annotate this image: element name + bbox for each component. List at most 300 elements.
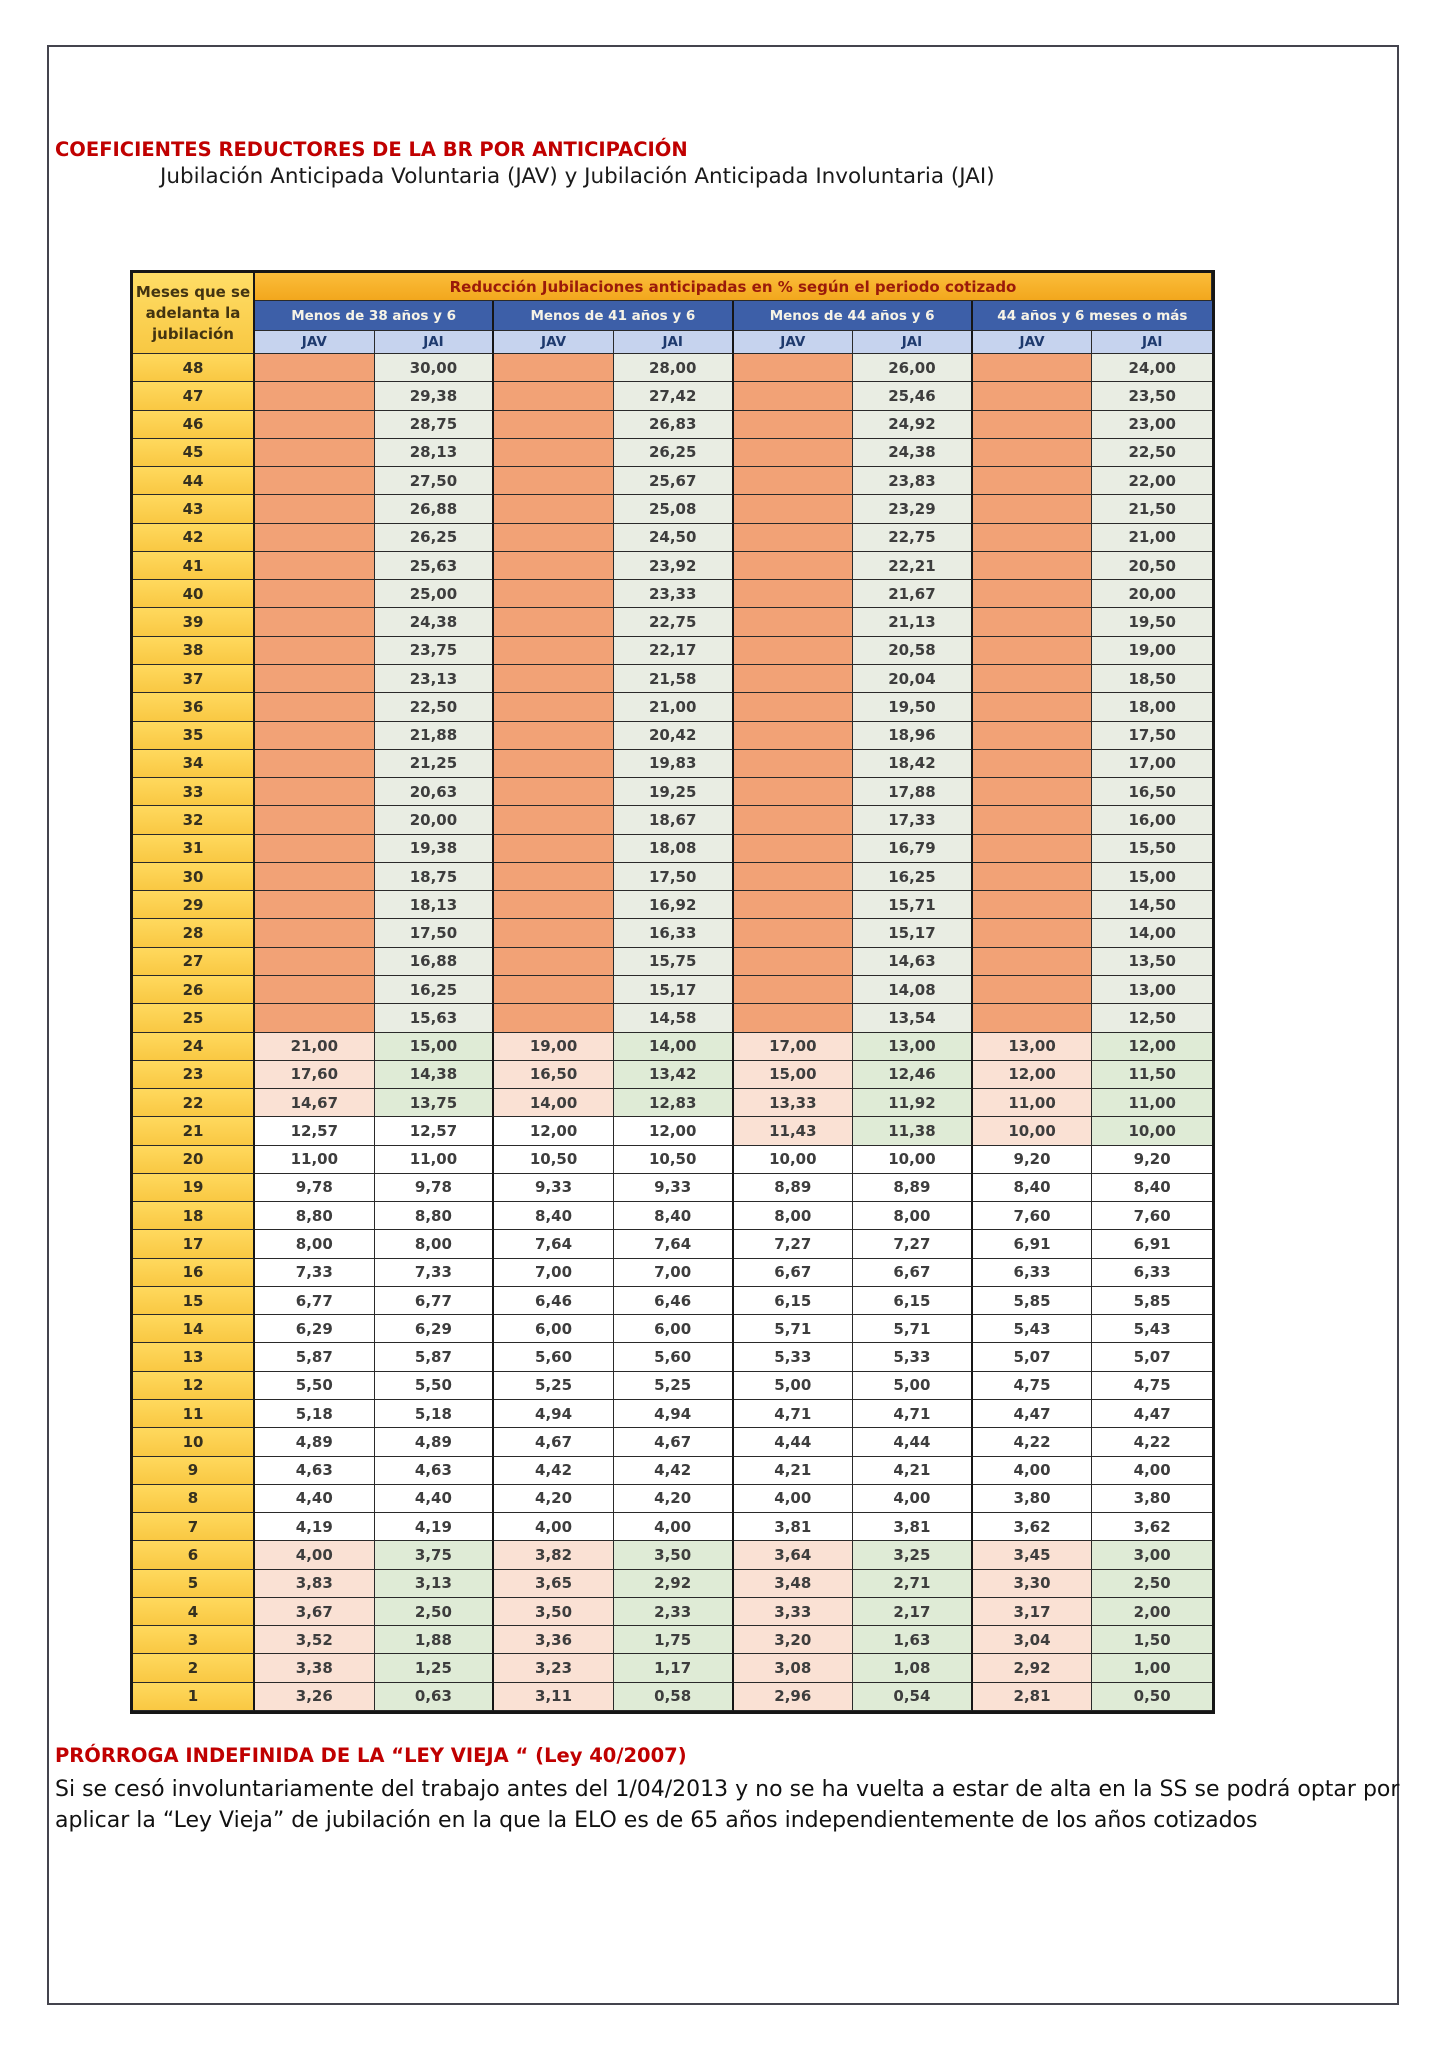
value-cell: 15,00 xyxy=(734,1061,854,1089)
group-header-cell: Menos de 44 años y 6 xyxy=(734,301,973,331)
value-cell: 3,48 xyxy=(734,1570,854,1598)
value-cell xyxy=(494,722,614,750)
month-cell: 34 xyxy=(133,750,255,778)
value-cell xyxy=(734,891,854,919)
value-cell: 7,33 xyxy=(375,1259,495,1287)
value-cell: 5,33 xyxy=(734,1343,854,1371)
month-cell: 15 xyxy=(133,1287,255,1315)
value-cell xyxy=(255,919,375,947)
value-cell: 15,00 xyxy=(1092,863,1212,891)
value-cell: 1,17 xyxy=(614,1654,734,1682)
value-cell: 6,00 xyxy=(614,1315,734,1343)
value-cell xyxy=(494,891,614,919)
value-cell: 3,65 xyxy=(494,1570,614,1598)
value-cell: 21,88 xyxy=(375,722,495,750)
value-cell: 4,22 xyxy=(1092,1428,1212,1456)
month-cell: 32 xyxy=(133,806,255,834)
value-cell: 12,00 xyxy=(1092,1033,1212,1061)
value-cell: 26,88 xyxy=(375,495,495,523)
value-cell: 4,63 xyxy=(255,1457,375,1485)
value-cell: 3,82 xyxy=(494,1541,614,1569)
value-cell: 16,88 xyxy=(375,948,495,976)
value-cell: 16,25 xyxy=(853,863,973,891)
value-cell xyxy=(255,722,375,750)
value-cell: 11,00 xyxy=(973,1089,1093,1117)
value-cell: 7,33 xyxy=(255,1259,375,1287)
month-cell: 7 xyxy=(133,1513,255,1541)
value-cell: 9,20 xyxy=(1092,1146,1212,1174)
month-cell: 31 xyxy=(133,835,255,863)
value-cell: 6,77 xyxy=(375,1287,495,1315)
value-cell: 25,46 xyxy=(853,382,973,410)
value-cell: 7,60 xyxy=(973,1202,1093,1230)
corner-header-line: adelanta la xyxy=(145,303,241,322)
value-cell: 4,40 xyxy=(375,1485,495,1513)
value-cell xyxy=(494,552,614,580)
value-cell: 3,36 xyxy=(494,1626,614,1654)
value-cell xyxy=(973,411,1093,439)
month-cell: 13 xyxy=(133,1343,255,1371)
value-cell: 17,88 xyxy=(853,778,973,806)
value-cell: 11,38 xyxy=(853,1117,973,1145)
value-cell: 8,89 xyxy=(853,1174,973,1202)
value-cell: 13,50 xyxy=(1092,948,1212,976)
value-cell: 24,92 xyxy=(853,411,973,439)
value-cell: 8,40 xyxy=(1092,1174,1212,1202)
corner-header-line: jubilación xyxy=(152,324,234,343)
month-cell: 25 xyxy=(133,1004,255,1032)
value-cell: 19,50 xyxy=(1092,608,1212,636)
value-cell: 4,89 xyxy=(255,1428,375,1456)
value-cell xyxy=(734,806,854,834)
value-cell xyxy=(973,1004,1093,1032)
value-cell xyxy=(734,948,854,976)
value-cell: 6,46 xyxy=(494,1287,614,1315)
value-cell: 5,60 xyxy=(494,1343,614,1371)
value-cell: 22,21 xyxy=(853,552,973,580)
value-cell: 12,46 xyxy=(853,1061,973,1089)
value-cell: 10,00 xyxy=(973,1117,1093,1145)
value-cell: 10,50 xyxy=(494,1146,614,1174)
value-cell: 1,08 xyxy=(853,1654,973,1682)
month-cell: 44 xyxy=(133,467,255,495)
value-cell: 24,50 xyxy=(614,524,734,552)
value-cell: 4,19 xyxy=(375,1513,495,1541)
value-cell xyxy=(494,382,614,410)
value-cell: 6,91 xyxy=(1092,1230,1212,1258)
value-cell: 5,60 xyxy=(614,1343,734,1371)
value-cell: 5,25 xyxy=(494,1372,614,1400)
value-cell xyxy=(973,750,1093,778)
value-cell: 5,71 xyxy=(853,1315,973,1343)
value-cell: 17,00 xyxy=(734,1033,854,1061)
value-cell: 4,67 xyxy=(494,1428,614,1456)
value-cell xyxy=(734,552,854,580)
value-cell: 8,00 xyxy=(853,1202,973,1230)
value-cell: 4,71 xyxy=(734,1400,854,1428)
value-cell: 3,64 xyxy=(734,1541,854,1569)
value-cell: 3,45 xyxy=(973,1541,1093,1569)
value-cell: 9,78 xyxy=(375,1174,495,1202)
month-cell: 8 xyxy=(133,1485,255,1513)
value-cell xyxy=(973,637,1093,665)
value-cell xyxy=(255,552,375,580)
value-cell: 5,50 xyxy=(255,1372,375,1400)
value-cell xyxy=(734,354,854,382)
value-cell: 3,50 xyxy=(494,1598,614,1626)
value-cell: 22,75 xyxy=(614,608,734,636)
value-cell: 11,43 xyxy=(734,1117,854,1145)
month-cell: 6 xyxy=(133,1541,255,1569)
value-cell xyxy=(494,976,614,1004)
value-cell xyxy=(973,580,1093,608)
value-cell: 12,50 xyxy=(1092,1004,1212,1032)
value-cell: 3,13 xyxy=(375,1570,495,1598)
value-cell: 1,25 xyxy=(375,1654,495,1682)
value-cell: 4,63 xyxy=(375,1457,495,1485)
value-cell: 1,75 xyxy=(614,1626,734,1654)
value-cell: 7,27 xyxy=(734,1230,854,1258)
value-cell xyxy=(255,354,375,382)
value-cell: 3,11 xyxy=(494,1683,614,1711)
value-cell: 3,26 xyxy=(255,1683,375,1711)
value-cell xyxy=(255,835,375,863)
value-cell: 4,42 xyxy=(614,1457,734,1485)
value-cell: 11,92 xyxy=(853,1089,973,1117)
value-cell: 2,71 xyxy=(853,1570,973,1598)
value-cell: 14,50 xyxy=(1092,891,1212,919)
value-cell xyxy=(255,467,375,495)
value-cell xyxy=(973,524,1093,552)
value-cell: 4,75 xyxy=(973,1372,1093,1400)
value-cell: 23,92 xyxy=(614,552,734,580)
month-cell: 48 xyxy=(133,354,255,382)
value-cell xyxy=(255,750,375,778)
value-cell: 3,04 xyxy=(973,1626,1093,1654)
value-cell xyxy=(494,693,614,721)
value-cell xyxy=(494,608,614,636)
value-cell: 2,33 xyxy=(614,1598,734,1626)
value-cell: 4,00 xyxy=(853,1485,973,1513)
value-cell: 6,00 xyxy=(494,1315,614,1343)
month-cell: 1 xyxy=(133,1683,255,1711)
value-cell: 8,80 xyxy=(375,1202,495,1230)
reduction-coefficients-table xyxy=(130,270,1215,1714)
value-cell xyxy=(734,835,854,863)
value-cell: 4,44 xyxy=(734,1428,854,1456)
value-cell xyxy=(255,665,375,693)
value-cell xyxy=(255,439,375,467)
month-cell: 12 xyxy=(133,1372,255,1400)
value-cell: 4,42 xyxy=(494,1457,614,1485)
value-cell: 20,50 xyxy=(1092,552,1212,580)
corner-header-months xyxy=(133,273,255,354)
value-cell: 6,77 xyxy=(255,1287,375,1315)
value-cell: 25,08 xyxy=(614,495,734,523)
value-cell: 7,27 xyxy=(853,1230,973,1258)
value-cell: 5,18 xyxy=(375,1400,495,1428)
page-title: COEFICIENTES REDUCTORES DE LA BR POR ANTICIPACIÓN xyxy=(55,138,688,161)
value-cell: 1,00 xyxy=(1092,1654,1212,1682)
value-cell: 5,43 xyxy=(1092,1315,1212,1343)
value-cell: 3,62 xyxy=(973,1513,1093,1541)
value-cell: 4,47 xyxy=(973,1400,1093,1428)
value-cell: 15,63 xyxy=(375,1004,495,1032)
value-cell: 20,00 xyxy=(375,806,495,834)
value-cell xyxy=(255,1004,375,1032)
value-cell: 4,21 xyxy=(853,1457,973,1485)
value-cell: 9,33 xyxy=(614,1174,734,1202)
value-cell xyxy=(494,439,614,467)
value-cell: 22,00 xyxy=(1092,467,1212,495)
value-cell xyxy=(973,919,1093,947)
value-cell xyxy=(973,693,1093,721)
value-cell: 16,25 xyxy=(375,976,495,1004)
value-cell xyxy=(494,665,614,693)
value-cell: 8,89 xyxy=(734,1174,854,1202)
value-cell: 21,13 xyxy=(853,608,973,636)
value-cell xyxy=(734,778,854,806)
value-cell xyxy=(734,693,854,721)
value-cell xyxy=(494,948,614,976)
month-cell: 5 xyxy=(133,1570,255,1598)
value-cell: 4,44 xyxy=(853,1428,973,1456)
value-cell: 3,08 xyxy=(734,1654,854,1682)
value-cell: 4,22 xyxy=(973,1428,1093,1456)
value-cell xyxy=(734,1004,854,1032)
value-cell xyxy=(494,354,614,382)
value-cell xyxy=(494,580,614,608)
sub-header-cell-jai: JAI xyxy=(614,331,734,354)
value-cell: 5,33 xyxy=(853,1343,973,1371)
value-cell: 28,13 xyxy=(375,439,495,467)
value-cell: 14,38 xyxy=(375,1061,495,1089)
value-cell: 19,38 xyxy=(375,835,495,863)
month-cell: 39 xyxy=(133,608,255,636)
value-cell: 7,60 xyxy=(1092,1202,1212,1230)
month-cell: 16 xyxy=(133,1259,255,1287)
value-cell: 4,00 xyxy=(614,1513,734,1541)
footer-paragraph: Si se cesó involuntariamente del trabajo antes del 1/04/2013 y no se ha vuelta a estar de alta en la SS se podrá optar por aplicar la “Ley Vieja” de jubilación en la que la ELO es de 65 años independientemente de los años cotizados xyxy=(55,1777,1400,1833)
sub-header-cell-jai: JAI xyxy=(375,331,495,354)
value-cell xyxy=(734,976,854,1004)
value-cell xyxy=(973,552,1093,580)
month-cell: 26 xyxy=(133,976,255,1004)
page-subtitle: Jubilación Anticipada Voluntaria (JAV) y Jubilación Anticipada Involuntaria (JAI) xyxy=(160,164,995,189)
value-cell xyxy=(973,722,1093,750)
value-cell: 20,00 xyxy=(1092,580,1212,608)
value-cell: 4,94 xyxy=(614,1400,734,1428)
value-cell: 4,00 xyxy=(973,1457,1093,1485)
value-cell: 6,15 xyxy=(853,1287,973,1315)
value-cell: 16,33 xyxy=(614,919,734,947)
value-cell: 18,67 xyxy=(614,806,734,834)
value-cell: 27,50 xyxy=(375,467,495,495)
value-cell: 21,67 xyxy=(853,580,973,608)
value-cell: 12,57 xyxy=(375,1117,495,1145)
month-cell: 19 xyxy=(133,1174,255,1202)
value-cell: 19,00 xyxy=(494,1033,614,1061)
value-cell: 26,00 xyxy=(853,354,973,382)
value-cell: 3,81 xyxy=(853,1513,973,1541)
value-cell: 8,00 xyxy=(734,1202,854,1230)
month-cell: 4 xyxy=(133,1598,255,1626)
value-cell: 5,87 xyxy=(255,1343,375,1371)
value-cell: 20,42 xyxy=(614,722,734,750)
value-cell: 21,00 xyxy=(255,1033,375,1061)
value-cell: 4,21 xyxy=(734,1457,854,1485)
value-cell: 17,33 xyxy=(853,806,973,834)
month-cell: 27 xyxy=(133,948,255,976)
value-cell xyxy=(734,382,854,410)
value-cell: 3,52 xyxy=(255,1626,375,1654)
value-cell: 30,00 xyxy=(375,354,495,382)
value-cell: 3,62 xyxy=(1092,1513,1212,1541)
value-cell xyxy=(973,495,1093,523)
value-cell xyxy=(255,580,375,608)
value-cell: 6,29 xyxy=(375,1315,495,1343)
sub-header-cell-jav: JAV xyxy=(494,331,614,354)
value-cell: 18,96 xyxy=(853,722,973,750)
value-cell: 9,20 xyxy=(973,1146,1093,1174)
value-cell xyxy=(973,665,1093,693)
value-cell: 4,19 xyxy=(255,1513,375,1541)
value-cell: 2,96 xyxy=(734,1683,854,1711)
value-cell: 19,50 xyxy=(853,693,973,721)
value-cell: 2,17 xyxy=(853,1598,973,1626)
value-cell xyxy=(734,495,854,523)
value-cell: 4,00 xyxy=(494,1513,614,1541)
value-cell: 17,60 xyxy=(255,1061,375,1089)
month-cell: 10 xyxy=(133,1428,255,1456)
value-cell: 4,00 xyxy=(1092,1457,1212,1485)
value-cell xyxy=(973,354,1093,382)
value-cell: 5,85 xyxy=(1092,1287,1212,1315)
value-cell: 3,30 xyxy=(973,1570,1093,1598)
month-cell: 38 xyxy=(133,637,255,665)
value-cell: 15,50 xyxy=(1092,835,1212,863)
value-cell xyxy=(973,976,1093,1004)
value-cell: 7,64 xyxy=(494,1230,614,1258)
value-cell: 5,71 xyxy=(734,1315,854,1343)
value-cell: 5,07 xyxy=(1092,1343,1212,1371)
value-cell: 8,40 xyxy=(973,1174,1093,1202)
value-cell: 10,00 xyxy=(1092,1117,1212,1145)
value-cell: 18,08 xyxy=(614,835,734,863)
value-cell xyxy=(973,439,1093,467)
value-cell: 24,00 xyxy=(1092,354,1212,382)
value-cell: 6,33 xyxy=(973,1259,1093,1287)
value-cell: 13,00 xyxy=(973,1033,1093,1061)
month-cell: 30 xyxy=(133,863,255,891)
month-cell: 33 xyxy=(133,778,255,806)
month-cell: 21 xyxy=(133,1117,255,1145)
value-cell: 5,25 xyxy=(614,1372,734,1400)
month-cell: 40 xyxy=(133,580,255,608)
value-cell: 4,67 xyxy=(614,1428,734,1456)
value-cell xyxy=(734,863,854,891)
month-cell: 22 xyxy=(133,1089,255,1117)
value-cell xyxy=(734,722,854,750)
value-cell: 11,50 xyxy=(1092,1061,1212,1089)
value-cell: 17,50 xyxy=(614,863,734,891)
value-cell xyxy=(255,976,375,1004)
value-cell: 16,00 xyxy=(1092,806,1212,834)
value-cell: 24,38 xyxy=(375,608,495,636)
value-cell: 28,75 xyxy=(375,411,495,439)
sub-header-cell-jav: JAV xyxy=(973,331,1093,354)
footer-heading: PRÓRROGA INDEFINIDA DE LA “LEY VIEJA “ (Ley 40/2007) xyxy=(55,1744,687,1767)
value-cell: 19,83 xyxy=(614,750,734,778)
value-cell xyxy=(255,637,375,665)
value-cell: 18,13 xyxy=(375,891,495,919)
value-cell xyxy=(255,778,375,806)
value-cell: 14,00 xyxy=(1092,919,1212,947)
value-cell: 25,67 xyxy=(614,467,734,495)
value-cell: 10,00 xyxy=(853,1146,973,1174)
month-cell: 28 xyxy=(133,919,255,947)
value-cell: 18,75 xyxy=(375,863,495,891)
value-cell: 22,75 xyxy=(853,524,973,552)
month-cell: 29 xyxy=(133,891,255,919)
month-cell: 46 xyxy=(133,411,255,439)
main-header-band: Reducción Jubilaciones anticipadas en % según el periodo cotizado xyxy=(255,273,1212,301)
value-cell: 17,50 xyxy=(1092,722,1212,750)
value-cell xyxy=(973,891,1093,919)
value-cell: 23,33 xyxy=(614,580,734,608)
month-cell: 42 xyxy=(133,524,255,552)
value-cell: 5,18 xyxy=(255,1400,375,1428)
value-cell: 5,50 xyxy=(375,1372,495,1400)
corner-header-line: Meses que se xyxy=(135,282,251,301)
month-cell: 17 xyxy=(133,1230,255,1258)
value-cell: 23,00 xyxy=(1092,411,1212,439)
value-cell xyxy=(494,806,614,834)
value-cell: 3,83 xyxy=(255,1570,375,1598)
value-cell xyxy=(973,778,1093,806)
value-cell: 1,63 xyxy=(853,1626,973,1654)
value-cell xyxy=(494,1004,614,1032)
value-cell xyxy=(734,439,854,467)
value-cell: 2,81 xyxy=(973,1683,1093,1711)
value-cell: 8,00 xyxy=(375,1230,495,1258)
value-cell: 3,50 xyxy=(614,1541,734,1569)
value-cell: 28,00 xyxy=(614,354,734,382)
group-header-cell: Menos de 41 años y 6 xyxy=(494,301,733,331)
value-cell: 17,00 xyxy=(1092,750,1212,778)
value-cell xyxy=(973,608,1093,636)
value-cell xyxy=(255,495,375,523)
value-cell: 11,00 xyxy=(255,1146,375,1174)
value-cell: 23,13 xyxy=(375,665,495,693)
value-cell: 2,00 xyxy=(1092,1598,1212,1626)
value-cell: 23,50 xyxy=(1092,382,1212,410)
value-cell: 8,40 xyxy=(614,1202,734,1230)
month-cell: 2 xyxy=(133,1654,255,1682)
value-cell: 12,83 xyxy=(614,1089,734,1117)
value-cell: 3,75 xyxy=(375,1541,495,1569)
value-cell: 4,75 xyxy=(1092,1372,1212,1400)
value-cell: 8,40 xyxy=(494,1202,614,1230)
sub-header-cell-jai: JAI xyxy=(1092,331,1212,354)
value-cell: 15,00 xyxy=(375,1033,495,1061)
value-cell xyxy=(494,863,614,891)
value-cell: 6,15 xyxy=(734,1287,854,1315)
value-cell: 8,00 xyxy=(255,1230,375,1258)
value-cell: 18,42 xyxy=(853,750,973,778)
month-cell: 35 xyxy=(133,722,255,750)
value-cell xyxy=(494,835,614,863)
